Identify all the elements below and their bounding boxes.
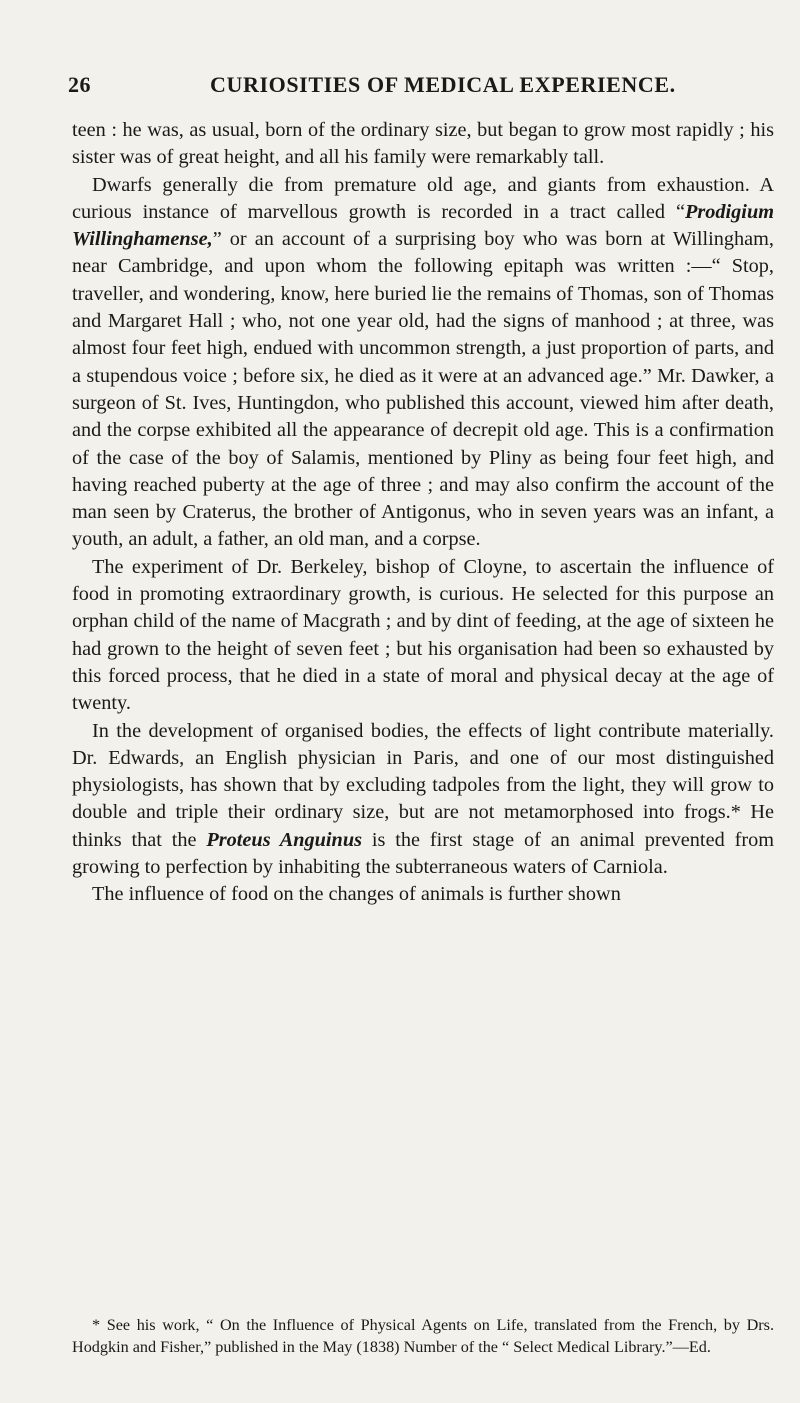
page-header [68, 72, 780, 106]
paragraph-text: is the first stage of an animal prevented from growing to perfection by inhabiting the subterraneous waters of Carniola. [72, 828, 774, 879]
paragraph-text: Dwarfs generally die from premature old age, and giants from exhaustion. A curious instance of marvellous growth is recorded in a tract called “ [72, 173, 774, 223]
footnote-text: * See his work, “ On the Influence of Physical Agents on Life, translated from the French, by Drs. Hodgkin and Fisher,” published in the May (1838) Number of the “ Select Medical Library.”—Ed. [72, 1316, 774, 1356]
paragraph-text: The influence of food on the changes of animals is further shown [92, 883, 621, 906]
paragraph-light-development [72, 718, 774, 882]
species-name: Proteus Anguinus [206, 828, 363, 851]
page-number: 26 [68, 72, 91, 97]
paragraph-text: ” or an account of a surprising boy who was born at Willingham, near Cambridge, and upon whom the following epitaph was written :—“ Stop, traveller, and wondering, know, here buried lie the remains of Thomas, son of Thomas and Margaret Hall ; who, not one year old, had the signs of manhood ; at three, was almost four feet high, endued with uncommon strength, a just proportion of parts, and a stupendous voice ; before six, he died as it were at an advanced age.” Mr. Dawker, a surgeon of St. Ives, Huntingdon, who published this account, viewed him after death, and the corpse exhibited all the appearance of decrepit old age. This is a confirmation of the case of the boy of Salamis, mentioned by Pliny as being four feet high, and having reached puberty at the age of three ; and may also confirm the account of the man seen by Craterus, the brother of Antigonus, who in seven years was an infant, a youth, an adult, a father, an old man, and a corpse. [72, 228, 774, 551]
running-title: CURIOSITIES OF MEDICAL EXPERIENCE. [210, 72, 676, 97]
paragraph-berkeley-experiment [72, 554, 774, 718]
paragraph-text: In the development of organised bodies, the effects of light contribute materially. Dr. Edwards, an English physician in Paris, and one of our most distinguished physiologists, has shown that by excluding tadpoles from the light, they will grow to double and triple their ordinary size, but are not metamorphosed into frogs.* He thinks that the [72, 719, 774, 851]
paragraph-text: The experiment of Dr. Berkeley, bishop of Cloyne, to ascertain the influence of food in promoting extraordinary growth, is curious. He selected for this purpose an orphan child of the name of Macgrath ; and by dint of feeding, at the age of sixteen he had grown to the height of seven feet ; but his organisation had been so exhausted by this forced process, that he died in a state of moral and physical decay at the age of twenty. [72, 555, 774, 715]
tract-title: Prodigium Willinghamense, [72, 200, 774, 251]
paragraph-continuation [72, 117, 774, 172]
paragraph-food-influence [72, 881, 774, 908]
body-text [72, 117, 774, 909]
paragraph-text: teen : he was, as usual, born of the ordinary size, but began to grow most rapidly ; his sister was of great height, and all his family were remarkably tall. [72, 119, 774, 169]
paragraph-dwarfs-giants [72, 172, 774, 554]
footnote [72, 1315, 774, 1358]
